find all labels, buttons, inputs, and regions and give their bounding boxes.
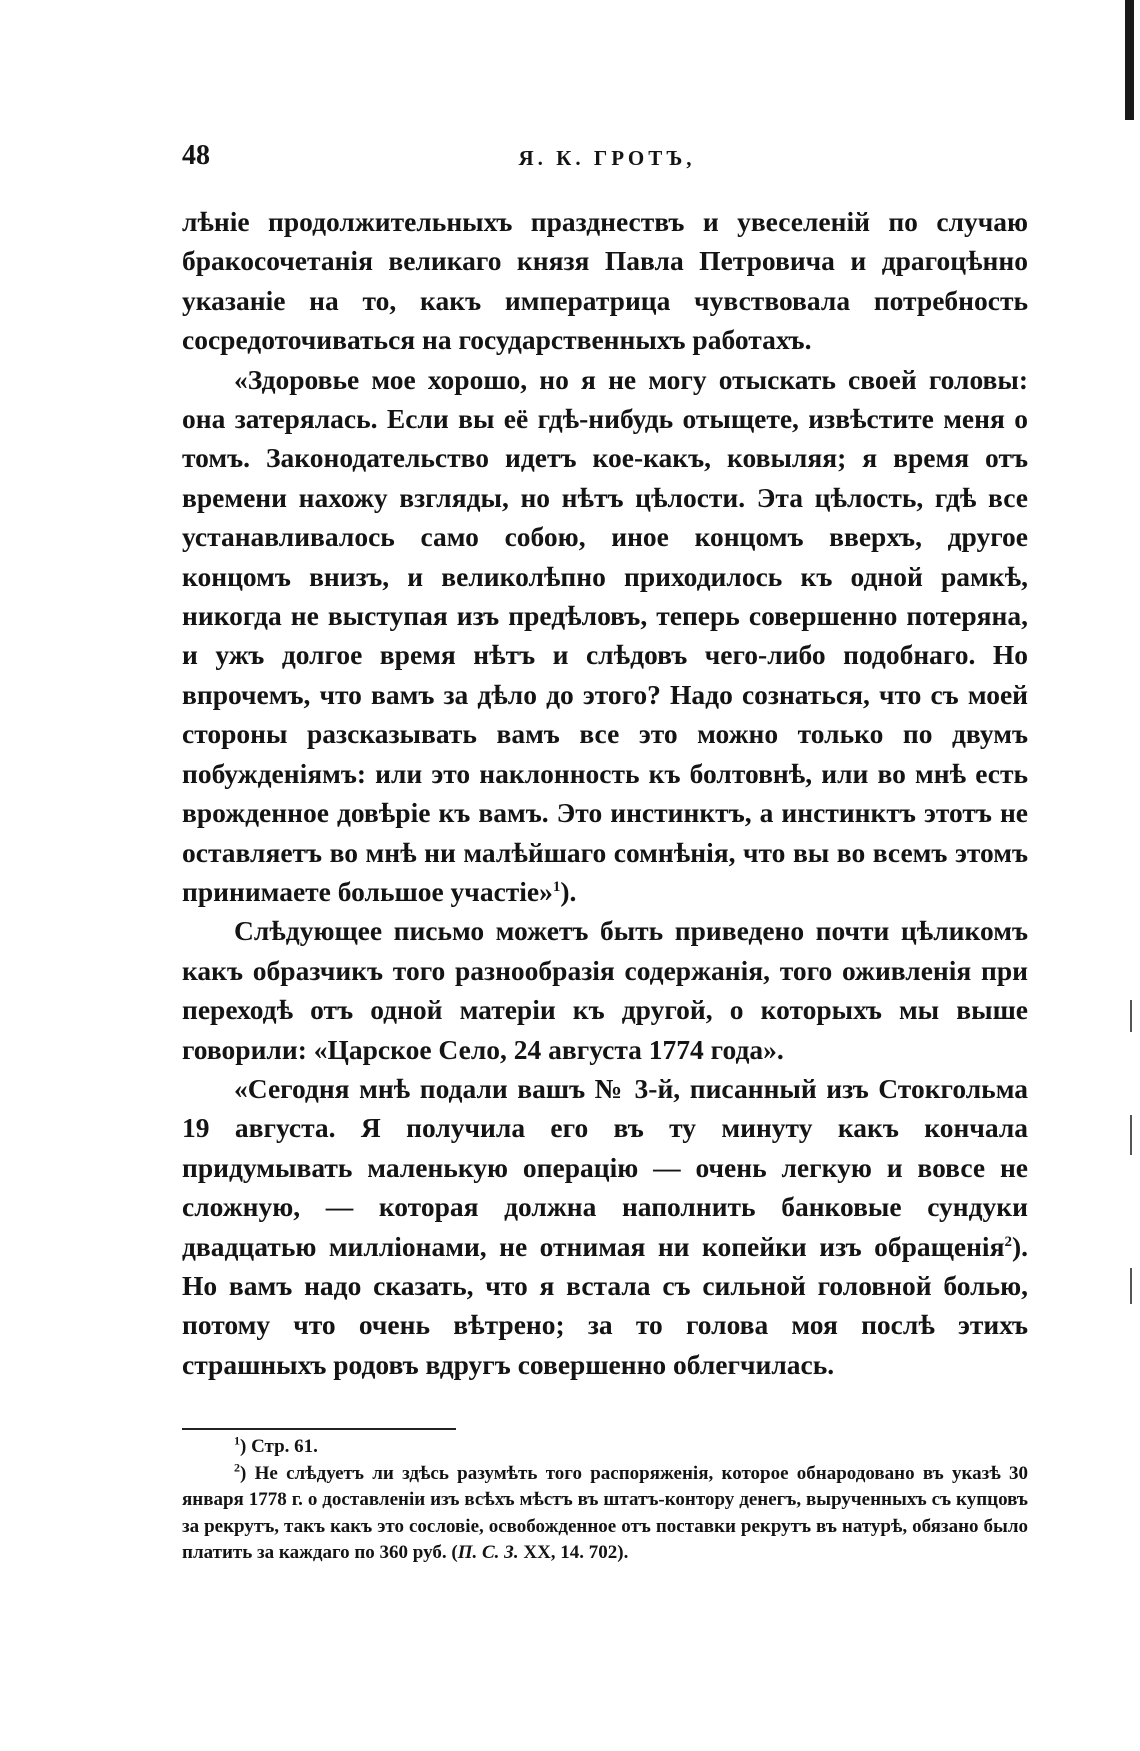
paragraph-text: «Сегодня мнѣ подали вашъ № 3-й, писанный изъ Стокгольма 19 августа. Я получила его въ ту минуту какъ кончала придумывать маленькую операцію — очень легкую и вовсе не сложную, — которая должна наполнить банковые сундуки двадцатью милліонами, не отнимая ни копейки изъ обращенія [182,1072,1028,1262]
paragraph-tail: ). [560,875,577,907]
footnote-2 [182,1461,1028,1567]
footnote-number: 1 [234,1433,240,1448]
footnote-divider [182,1428,456,1430]
paragraph: Слѣдующее письмо можетъ быть приведено почти цѣликомъ какъ образчикъ того разнообразія содержанія, того оживленія при переходѣ отъ одной матеріи къ другой, о которыхъ мы выше говорили: «Царское Село, 24 августа 1774 года». [182,915,1028,1065]
footnotes [182,1434,1028,1567]
page-number: 48 [182,140,210,171]
paragraph: лѣніе продолжительныхъ празднествъ и увеселеній по случаю бракосочетанія великаго князя Павла Петровича и драгоцѣнно указаніе на то, какъ императрица чувствовала потребность сосредоточиваться на государственныхъ работахъ. [182,206,1028,356]
footnote-number: 2 [234,1460,240,1475]
edge-mark [1130,1000,1132,1032]
footnote-marker[interactable]: 1 [552,878,561,895]
footnote-text: ) Не слѣдуетъ ли здѣсь разумѣть того распоряженія, которое обнародовано въ указѣ 30 января 1778 г. о доставленіи изъ всѣхъ мѣстъ въ штатъ-контору денегъ, вырученныхъ съ купцовъ за рекрутъ, такъ какъ это сословіе, освобожденное отъ поставки рекрутъ въ натурѣ, обязано было платить за каждаго по 360 руб. ( [182,1462,1028,1563]
body-text [182,202,1028,1384]
footnote-marker[interactable]: 2 [1004,1233,1012,1250]
running-title: Я. К. ГРОТЪ, [518,146,696,170]
footnote-reference: П. С. З. [457,1542,519,1563]
paragraph-tail: ). Но вамъ надо сказать, что я встала съ сильной головной болью, потому что очень вѣтрено; за то голова моя послѣ этихъ страшныхъ родовъ вдругъ совершенно облегчилась. [182,1230,1028,1380]
paragraph-text: «Здоровье мое хорошо, но я не могу отыскать своей головы: она затерялась. Если вы её гдѣ-нибудь отыщете, извѣстите меня о томъ. Законодательство идетъ кое-какъ, ковыляя; я время отъ времени нахожу взгляды, но нѣтъ цѣлости. Эта цѣлость, гдѣ все устанавливалось само собою, иное концомъ вверхъ, другое концомъ внизъ, и великолѣпно приходилось къ одной рамкѣ, никогда не выступая изъ предѣловъ, теперь совершенно потеряна, и ужъ долгое время нѣтъ и слѣдовъ чего-либо подобнаго. Но впрочемъ, что вамъ за дѣло до этого? Надо сознаться, что съ моей стороны разсказывать вамъ все это можно только по двумъ побужденіямъ: или это наклонность къ болтовнѣ, или во мнѣ есть врожденное довѣріе къ вамъ. Это инстинктъ, а инстинктъ этотъ не оставляетъ во мнѣ ни малѣйшаго сомнѣнія, что вы во всемъ этомъ принимаете большое участіе» [182,363,1028,907]
paragraph-quote [182,1069,1028,1384]
page-header [182,140,1032,184]
edge-mark [1130,1268,1132,1304]
paragraph-quote [182,360,1028,912]
page-edge-shadow [1125,0,1134,120]
footnote-1 [182,1434,1028,1461]
edge-mark [1130,1115,1132,1155]
footnote-tail: XX, 14. 702). [518,1542,629,1563]
footnote-text: ) Стр. 61. [240,1436,318,1457]
